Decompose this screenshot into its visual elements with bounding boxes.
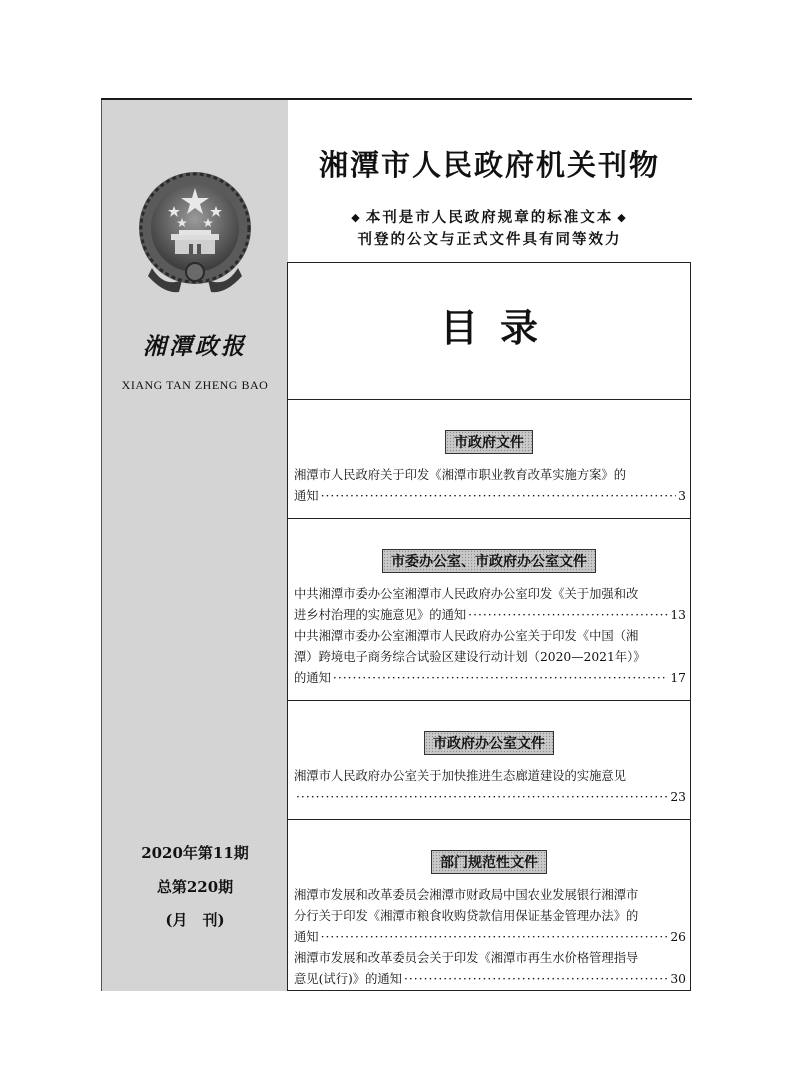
section-heading: 市政府办公室文件 bbox=[424, 731, 554, 755]
dot-leader bbox=[296, 790, 668, 805]
toc-title: 目录 bbox=[439, 305, 560, 350]
diamond-icon: ◆ bbox=[351, 211, 362, 224]
toc-entry-leader-line bbox=[294, 671, 686, 686]
section-divider bbox=[288, 700, 690, 701]
page-number: 26 bbox=[670, 930, 686, 944]
journal-name: 湘潭政报 bbox=[143, 333, 247, 360]
toc-entry-text: 湘潭市人民政府办公室关于加快推进生态廊道建设的实施意见 bbox=[294, 769, 627, 783]
toc-entry-text: 湘潭市发展和改革委员会湘潭市财政局中国农业发展银行湘潭市 bbox=[294, 888, 639, 902]
toc-entry-leader-line bbox=[294, 930, 686, 945]
table-of-contents bbox=[287, 262, 691, 991]
subtitle-text-1: 本刊是市人民政府规章的标准文本 bbox=[365, 210, 614, 226]
toc-entry-leader-line bbox=[294, 790, 686, 805]
publication-title: 湘潭市人民政府机关刊物 bbox=[318, 148, 660, 182]
journal-pinyin: XIANG TAN ZHENG BAO bbox=[121, 378, 269, 392]
toc-entry-text: 中共湘潭市委办公室湘潭市人民政府办公室印发《关于加强和改 bbox=[294, 587, 639, 601]
dot-leader bbox=[468, 608, 668, 623]
section-divider bbox=[288, 399, 690, 400]
toc-entry-leader-line bbox=[294, 489, 686, 504]
toc-entry-text: 意见(试行)》的通知 bbox=[294, 972, 402, 986]
issue-total: 总第220期 bbox=[156, 878, 234, 896]
toc-entry-text: 潭）跨境电子商务综合试验区建设行动计划（2020—2021年）》 bbox=[294, 650, 646, 664]
page-number: 13 bbox=[670, 608, 686, 622]
page-number: 3 bbox=[678, 489, 686, 503]
dot-leader bbox=[321, 930, 669, 945]
issue-frequency: (月 刊) bbox=[165, 911, 225, 929]
toc-entry-leader-line bbox=[294, 972, 686, 987]
toc-entry-text: 分行关于印发《湘潭市粮食收购贷款信用保证基金管理办法》的 bbox=[294, 909, 639, 923]
toc-entry-text: 的通知 bbox=[294, 671, 331, 685]
section-heading: 市政府文件 bbox=[445, 430, 533, 454]
section-heading: 市委办公室、市政府办公室文件 bbox=[382, 549, 596, 573]
toc-entry-text: 湘潭市发展和改革委员会关于印发《湘潭市再生水价格管理指导 bbox=[294, 951, 639, 965]
dot-leader bbox=[404, 972, 668, 987]
sidebar bbox=[101, 100, 288, 991]
issue-number: 2020年第11期 bbox=[141, 844, 249, 862]
subtitle-line-1 bbox=[287, 206, 692, 227]
page-number: 30 bbox=[670, 972, 686, 986]
page-number: 17 bbox=[670, 671, 686, 685]
section-divider bbox=[288, 819, 690, 820]
subtitle-line-2: 刊登的公文与正式文件具有同等效力 bbox=[357, 232, 622, 248]
section-heading: 部门规范性文件 bbox=[431, 850, 547, 874]
national-emblem-icon bbox=[134, 168, 256, 298]
dot-leader bbox=[321, 489, 677, 504]
diamond-icon: ◆ bbox=[617, 211, 628, 224]
toc-entry-text: 湘潭市人民政府关于印发《湘潭市职业教育改革实施方案》的 bbox=[294, 468, 627, 482]
toc-entry-leader-line bbox=[294, 608, 686, 623]
page-number: 23 bbox=[670, 790, 686, 804]
dot-leader bbox=[333, 671, 668, 686]
toc-entry-text: 中共湘潭市委办公室湘潭市人民政府办公室关于印发《中国（湘 bbox=[294, 629, 639, 643]
toc-entry-text: 通知 bbox=[294, 930, 319, 944]
toc-entry-text: 通知 bbox=[294, 489, 319, 503]
toc-entry-text: 进乡村治理的实施意见》的通知 bbox=[294, 608, 467, 622]
section-divider bbox=[288, 518, 690, 519]
